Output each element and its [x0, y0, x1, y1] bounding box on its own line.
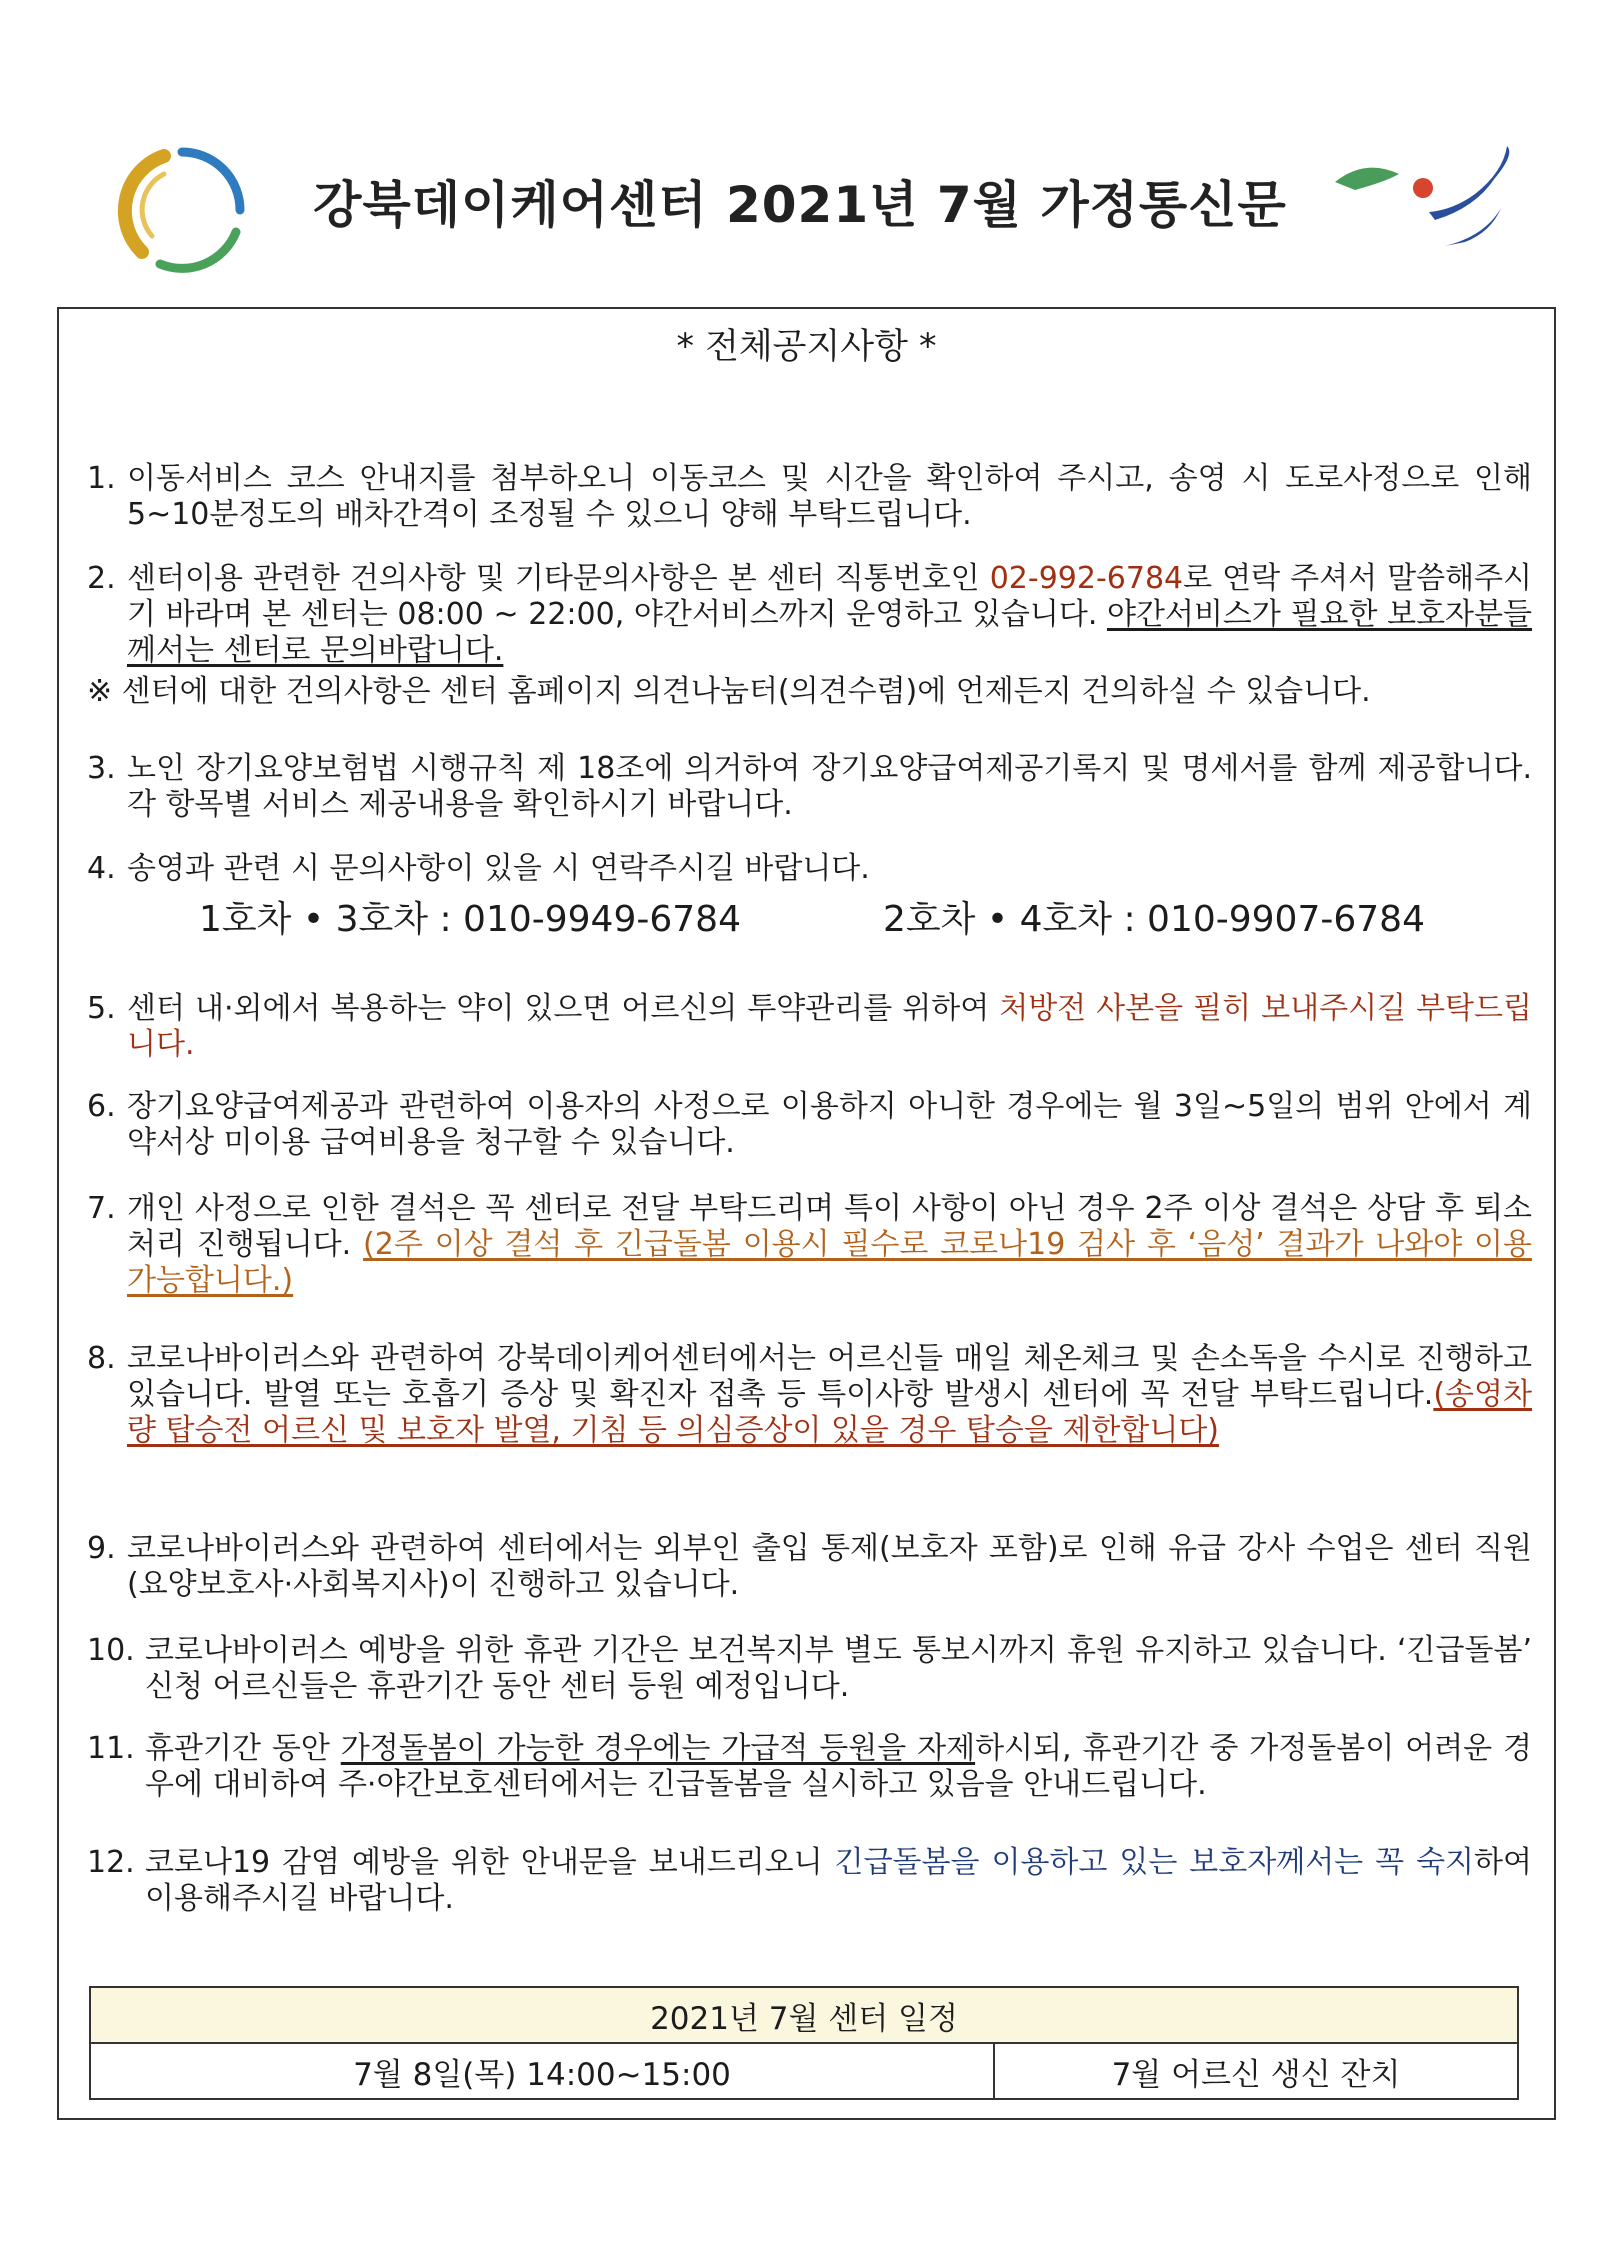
notice-text: [87, 1731, 1532, 1803]
notice-item-9: 9. 코로나바이러스와 관련하여 센터에서는 외부인 출입 통제(보호자 포함)로 인해 유급 강사 수업은 센터 직원(요양보호사·사회복지사)이 진행하고 있습니다.: [87, 1531, 1532, 1602]
schedule-row: [90, 2043, 1518, 2099]
notice-segment: 야간서비스가 필요한 보호자분들께서는 센터로 문의바랍니다.: [127, 597, 1532, 668]
notice-segment: (2주 이상 결석 후 긴급돌봄 이용시 필수로 코로나19 검사 후 ‘음성’ 결과가 나와야 이용 가능합니다.): [127, 1227, 1532, 1298]
notice-text: [87, 1191, 1532, 1299]
notice-segment: 코로나바이러스와 관련하여 강북데이케어센터에서는 어르신들 매일 체온체크 및 손소독을 수시로 진행하고 있습니다. 발열 또는 호흡기 증상 및 확진자 접촉 등 특이사항 발생시 센터에 꼭 전달 부탁드립니다.: [127, 1341, 1532, 1412]
notice-item-1: 1. 이동서비스 코스 안내지를 첨부하오니 이동코스 및 시간을 확인하여 주시고, 송영 시 도로사정으로 인해 5~10분정도의 배차간격이 조정될 수 있으니 양해 부탁드립니다.: [87, 461, 1532, 532]
section-title: * 전체공지사항 *: [676, 327, 937, 367]
schedule-title: 2021년 7월 센터 일정: [90, 1987, 1518, 2043]
suggestion-note: ※ 센터에 대한 건의사항은 센터 홈페이지 의견나눔터(의견수렴)에 언제든지 건의하실 수 있습니다.: [87, 674, 1371, 709]
notice-segment: 하시되, 휴관기간 중 가정돌봄이 어려운 경우에 대비하여 주·야간보호센터에서는 긴급돌봄을 실시하고 있음을 안내드립니다.: [145, 1731, 1532, 1802]
notice-text: [87, 991, 1532, 1063]
phone-vehicle-1-3: 1호차 • 3호차 : 010-9949-6784: [199, 899, 741, 940]
center-logo-left: [112, 140, 252, 280]
notice-text: [87, 851, 1532, 887]
notice-segment: 긴급돌봄을 이용하고 있는 보호자께서는 꼭 숙지: [834, 1845, 1475, 1880]
schedule-table: [89, 1986, 1519, 2100]
schedule-title-row: [90, 1987, 1518, 2043]
notice-segment: 처방전 사본을 필히 보내주시길 부탁드립니다.: [127, 991, 1532, 1062]
notice-segment: (송영차량 탑승전 어르신 및 보호자 발열, 기침 등 의심증상이 있을 경우 탑승을 제한합니다): [127, 1377, 1532, 1448]
notice-segment: 센터이용 관련한 건의사항 및 기타문의사항은 본 센터 직통번호인: [127, 561, 990, 596]
notice-text: [87, 1531, 1532, 1603]
notice-item-8: 8. 코로나바이러스와 관련하여 강북데이케어센터에서는 어르신들 매일 체온체크 및 손소독을 수시로 진행하고 있습니다. 발열 또는 호흡기 증상 및 확진자 접촉 등 특이사항 발생시 센터에 꼭 전달 부탁드립니다.(송영차량 탑승전 어르신 및 보호자 발열, 기침 등 의심증상이 있을 경우 탑승을 제한합니다): [87, 1341, 1532, 1448]
notice-segment: 휴관기간 동안: [145, 1731, 341, 1766]
notice-segment: 코로나19 감염 예방을 위한 안내문을 보내드리오니: [145, 1845, 835, 1880]
schedule-date: 7월 8일(목) 14:00~15:00: [90, 2043, 994, 2099]
notice-segment: 가정돌봄이 가능한 경우에는 가급적 등원을 자제: [340, 1731, 976, 1766]
notice-text: [87, 1089, 1532, 1161]
notice-item-4: 4. 송영과 관련 시 문의사항이 있을 시 연락주시길 바랍니다.: [87, 851, 1532, 887]
notice-item-3: 3. 노인 장기요양보험법 시행규칙 제 18조에 의거하여 장기요양급여제공기록지 및 명세서를 함께 제공합니다. 각 항목별 서비스 제공내용을 확인하시기 바랍니다.: [87, 751, 1532, 822]
notice-item-10: 10. 코로나바이러스 예방을 위한 휴관 기간은 보건복지부 별도 통보시까지 휴원 유지하고 있습니다. ‘긴급돌봄’ 신청 어르신들은 휴관기간 동안 센터 등원 예정입니다.: [87, 1633, 1532, 1704]
notice-segment: 코로나바이러스와 관련하여 센터에서는 외부인 출입 통제(보호자 포함)로 인해 유급 강사 수업은 센터 직원(요양보호사·사회복지사)이 진행하고 있습니다.: [127, 1531, 1532, 1602]
notice-item-6: 6. 장기요양급여제공과 관련하여 이용자의 사정으로 이용하지 아니한 경우에는 월 3일~5일의 범위 안에서 계약서상 미이용 급여비용을 청구할 수 있습니다.: [87, 1089, 1532, 1160]
notice-item-2: 2. 센터이용 관련한 건의사항 및 기타문의사항은 본 센터 직통번호인 02-992-6784로 연락 주셔서 말씀해주시기 바라며 본 센터는 08:00 ~ 22:00, 야간서비스까지 운영하고 있습니다. 야간서비스가 필요한 보호자분들께서는 센터로 문의바랍니다.: [87, 561, 1533, 668]
notice-text: [87, 1633, 1532, 1705]
notice-segment: 장기요양급여제공과 관련하여 이용자의 사정으로 이용하지 아니한 경우에는 월 3일~5일의 범위 안에서 계약서상 미이용 급여비용을 청구할 수 있습니다.: [127, 1089, 1532, 1160]
gangbuk-district-logo: [1325, 138, 1525, 258]
notice-segment: 센터 내·외에서 복용하는 약이 있으면 어르신의 투약관리를 위하여: [127, 991, 1000, 1026]
schedule-event: 7월 어르신 생신 잔치: [994, 2043, 1518, 2099]
notice-item-7: 7. 개인 사정으로 인한 결석은 꼭 센터로 전달 부탁드리며 특이 사항이 아닌 경우 2주 이상 결석은 상담 후 퇴소처리 진행됩니다. (2주 이상 결석 후 긴급돌봄 이용시 필수로 코로나19 검사 후 ‘음성’ 결과가 나와야 이용 가능합니다.): [87, 1191, 1532, 1298]
page-header: [0, 0, 1600, 300]
notice-segment: 개인 사정으로 인한 결석은 꼭 센터로 전달 부탁드리며 특이 사항이 아닌 경우 2주 이상 결석은 상담 후 퇴소처리 진행됩니다.: [127, 1191, 1532, 1262]
notice-item-11: 11. 휴관기간 동안 가정돌봄이 가능한 경우에는 가급적 등원을 자제하시되, 휴관기간 중 가정돌봄이 어려운 경우에 대비하여 주·야간보호센터에서는 긴급돌봄을 실시하고 있음을 안내드립니다.: [87, 1731, 1532, 1802]
notice-item-12: 12. 코로나19 감염 예방을 위한 안내문을 보내드리오니 긴급돌봄을 이용하고 있는 보호자께서는 꼭 숙지하여 이용해주시길 바랍니다.: [87, 1845, 1533, 1916]
notice-item-5: 5. 센터 내·외에서 복용하는 약이 있으면 어르신의 투약관리를 위하여 처방전 사본을 필히 보내주시길 부탁드립니다.: [87, 991, 1532, 1062]
notice-text: [87, 1341, 1532, 1449]
notice-text: [87, 461, 1532, 533]
notice-segment: 송영과 관련 시 문의사항이 있을 시 연락주시길 바랍니다.: [127, 851, 870, 886]
notice-text: [87, 751, 1532, 823]
notice-frame: [57, 307, 1556, 2120]
notice-segment: 이동서비스 코스 안내지를 첨부하오니 이동코스 및 시간을 확인하여 주시고, 송영 시 도로사정으로 인해 5~10분정도의 배차간격이 조정될 수 있으니 양해 부탁드립니다.: [127, 461, 1532, 532]
notice-text: [87, 1845, 1532, 1917]
phone-vehicle-2-4: 2호차 • 4호차 : 010-9907-6784: [883, 899, 1425, 940]
page-title: 강북데이케어센터 2021년 7월 가정통신문: [313, 176, 1287, 234]
notice-segment: 02-992-6784: [989, 561, 1184, 596]
notice-segment: 하여 이용해주시길 바랍니다.: [145, 1845, 1533, 1916]
notice-segment: 노인 장기요양보험법 시행규칙 제 18조에 의거하여 장기요양급여제공기록지 및 명세서를 함께 제공합니다. 각 항목별 서비스 제공내용을 확인하시기 바랍니다.: [127, 751, 1532, 822]
notice-segment: 로 연락 주셔서 말씀해주시기 바라며 본 센터는 08:00 ~ 22:00, 야간서비스까지 운영하고 있습니다.: [127, 561, 1533, 632]
notice-segment: 코로나바이러스 예방을 위한 휴관 기간은 보건복지부 별도 통보시까지 휴원 유지하고 있습니다. ‘긴급돌봄’ 신청 어르신들은 휴관기간 동안 센터 등원 예정입니다.: [145, 1633, 1532, 1704]
notice-text: [87, 561, 1532, 669]
